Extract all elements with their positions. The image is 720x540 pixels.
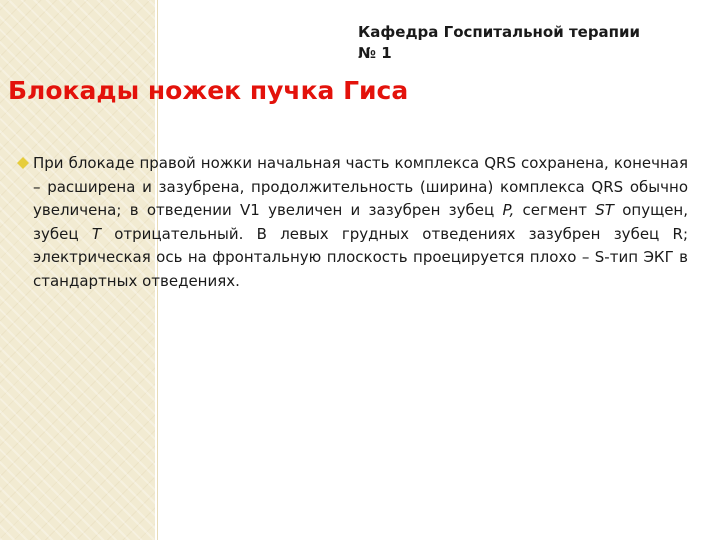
- body-text-part-1: При блокаде правой ножки начальная часть комплекса QRS сохранена, конечная – расширена и зазубрена, продолжительность (ширина) комплекса QRS обычно увеличена; в отведении V1 увеличен и зазубрен зубец: [33, 154, 688, 219]
- department-line-1: Кафедра Госпитальной терапии: [358, 23, 641, 41]
- segment-st-label: ST: [595, 201, 614, 219]
- body-text-part-3: опущен, зубец: [33, 201, 689, 243]
- department-line-2: № 1: [358, 44, 392, 62]
- slide-body: [16, 152, 688, 293]
- body-text-part-2: сегмент: [514, 201, 596, 219]
- diamond-bullet-icon: [16, 156, 30, 170]
- wave-p-label: P,: [502, 201, 515, 219]
- slide-title: Блокады ножек пучка Гиса: [8, 76, 409, 105]
- body-text-part-4: отрицательный. В левых грудных отведениях зазубрен зубец R; электрическая ось на фронтальную плоскость проецируется плохо – S-тип ЭКГ в стандартных отведениях.: [33, 224, 688, 290]
- wave-t-label: T: [91, 224, 101, 243]
- department-label: [358, 22, 708, 64]
- body-paragraph: [33, 152, 688, 293]
